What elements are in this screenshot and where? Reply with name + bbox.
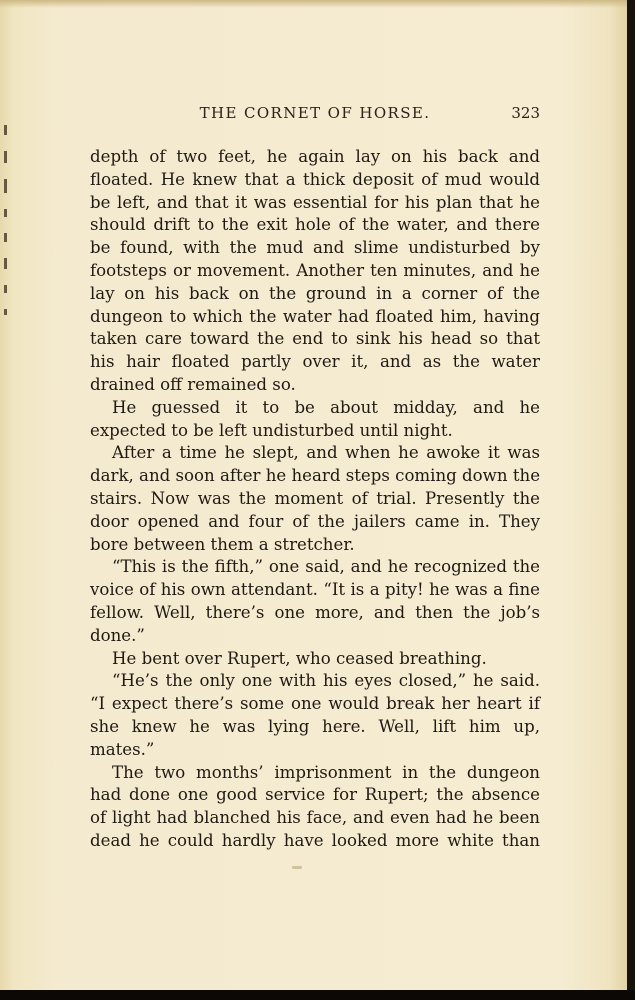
running-head bbox=[90, 104, 540, 130]
page-edge-shadow-bottom bbox=[0, 990, 635, 1000]
ink-blot bbox=[292, 866, 302, 869]
paragraph-3: After a time he slept, and when he awoke it was dark, and soon after he heard steps coming down the stairs. Now was the moment of trial. Presently the door opened and four of the jailers came in. They bore between them a stretcher. bbox=[90, 443, 541, 554]
gutter-binding-marks bbox=[0, 125, 12, 331]
paragraph-5: He bent over Rupert, who ceased breathing. bbox=[112, 648, 487, 668]
paragraph-7: The two months’ imprisonment in the dungeon had done one good service for Rupert; the absence of light had blanched his face, and even had he been dead he could hardly have looked more white than bbox=[90, 762, 540, 850]
paragraph-4: “This is the fifth,” one said, and he recognized the voice of his own attendant. “It is a pity! he was a fine fellow. Well, there’s one more, and then the job’s done.” bbox=[90, 557, 540, 645]
page-number: 323 bbox=[511, 104, 540, 122]
paragraph-2: He guessed it to be about midday, and he expected to be left undisturbed until night. bbox=[90, 397, 540, 440]
page-edge-shadow-right bbox=[627, 0, 635, 1000]
running-title: THE CORNET OF HORSE. bbox=[199, 104, 431, 122]
body-text bbox=[90, 146, 540, 853]
paragraph-6: “He’s the only one with his eyes closed,” he said. “I expect there’s some one would break her heart if she knew he was lying here. Well, lift him up, mates.” bbox=[90, 671, 540, 759]
paragraph-1: depth of two feet, he again lay on his back and floated. He knew that a thick deposit of mud would be left, and that it was essential for his plan that he should drift to the exit hole of the water, and there be found, with the mud and slime undisturbed by footsteps or movement. Another ten minutes, and he lay on his back on the ground in a corner of the dungeon to which the water had floated him, having taken care toward the end to sink his head so that his hair floated partly over it, and as the water drained off remained so. bbox=[90, 147, 540, 394]
